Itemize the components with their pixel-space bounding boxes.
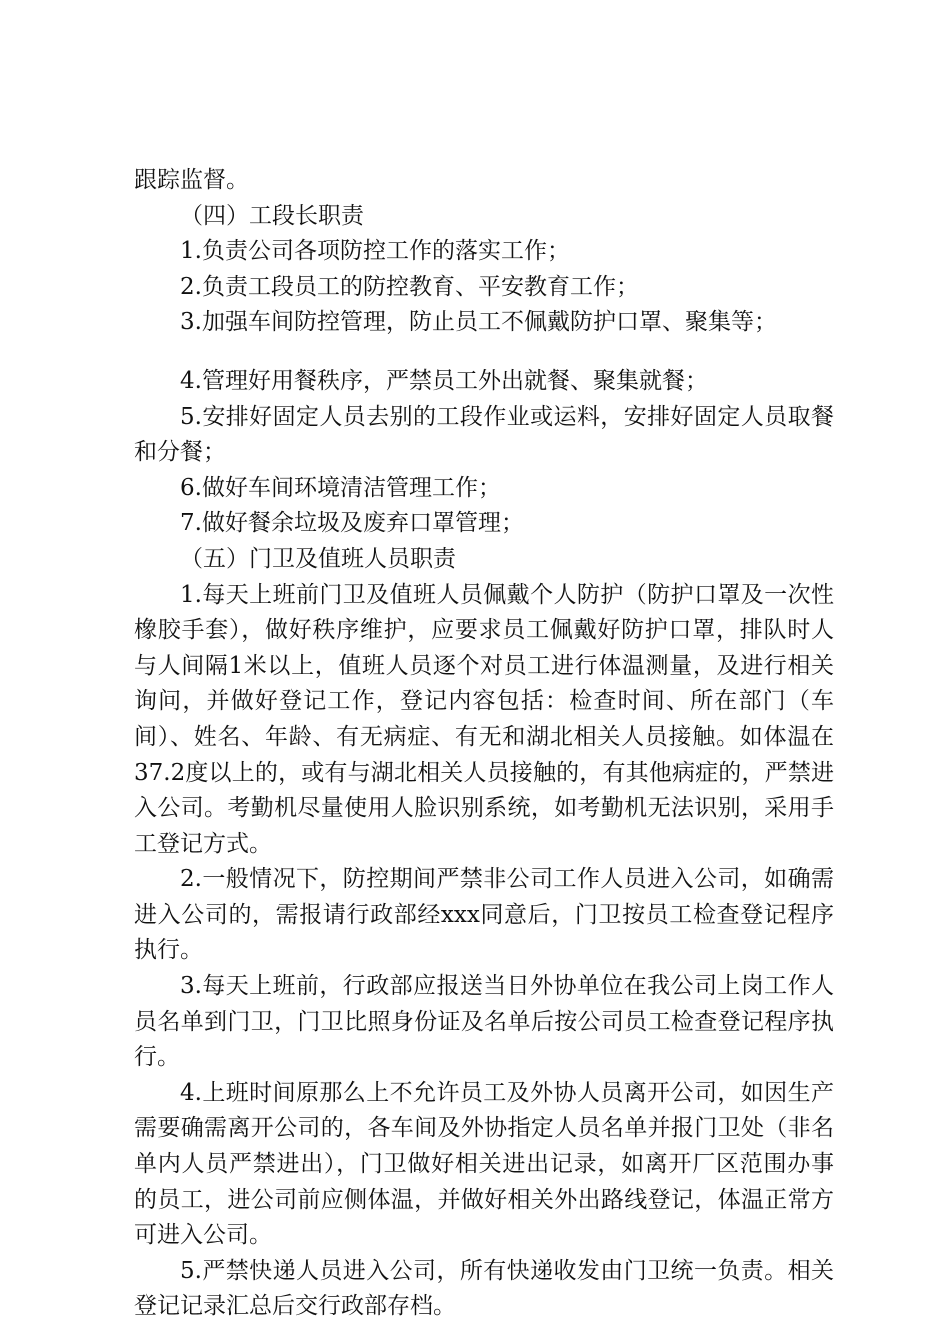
paragraph-continuation: 跟踪监督。 [134, 167, 249, 193]
section-heading-4: （四）工段长职责 [180, 202, 364, 229]
list-item: 2.一般情况下，防控期间严禁非公司工作人员进入公司，如确需进入公司的，需报请行政部经xxx同意后，门卫按员工检查登记程序执行。 [134, 866, 834, 964]
list-item: 3.加强车间防控管理，防止员工不佩戴防护口罩、聚集等； [180, 309, 777, 336]
list-item: 4.管理好用餐秩序，严禁员工外出就餐、聚集就餐； [180, 367, 708, 394]
document-body [134, 163, 834, 1325]
list-item: 7.做好餐余垃圾及废弃口罩管理； [180, 510, 524, 537]
list-item: 6.做好车间环境清洁管理工作； [180, 474, 501, 501]
list-item: 1.每天上班前门卫及值班人员佩戴个人防护（防护口罩及一次性橡胶手套），做好秩序维护，应要求员工佩戴好防护口罩，排队时人与人间隔1米以上，值班人员逐个对员工进行体温测量，及进行相关询问，并做好登记工作，登记内容包括：检查时间、所在部门（车间）、姓名、年龄、有无病症、有无和湖北相关人员接触。如体温在37.2度以上的，或有与湖北相关人员接触的，有其他病症的，严禁进入公司。考勤机尽量使用人脸识别系统，如考勤机无法识别，采用手工登记方式。 [134, 581, 834, 857]
list-item: 4.上班时间原那么上不允许员工及外协人员离开公司，如因生产需要确需离开公司的，各车间及外协指定人员名单并报门卫处（非名单内人员严禁进出），门卫做好相关进出记录，如离开厂区范围办事的员工，进公司前应侧体温，并做好相关外出路线登记，体温正常方可进入公司。 [134, 1079, 834, 1249]
section-heading-5: （五）门卫及值班人员职责 [180, 545, 456, 572]
list-item: 1.负责公司各项防控工作的落实工作； [180, 238, 570, 265]
list-item: 2.负责工段员工的防控教育、平安教育工作； [180, 273, 639, 300]
list-item: 3.每天上班前，行政部应报送当日外协单位在我公司上岗工作人员名单到门卫，门卫比照身份证及名单后按公司员工检查登记程序执行。 [134, 973, 834, 1071]
list-item: 5.严禁快递人员进入公司，所有快递收发由门卫统一负责。相关登记记录汇总后交行政部存档。 [134, 1257, 834, 1320]
list-item: 5.安排好固定人员去别的工段作业或运料，安排好固定人员取餐和分餐； [134, 403, 834, 466]
